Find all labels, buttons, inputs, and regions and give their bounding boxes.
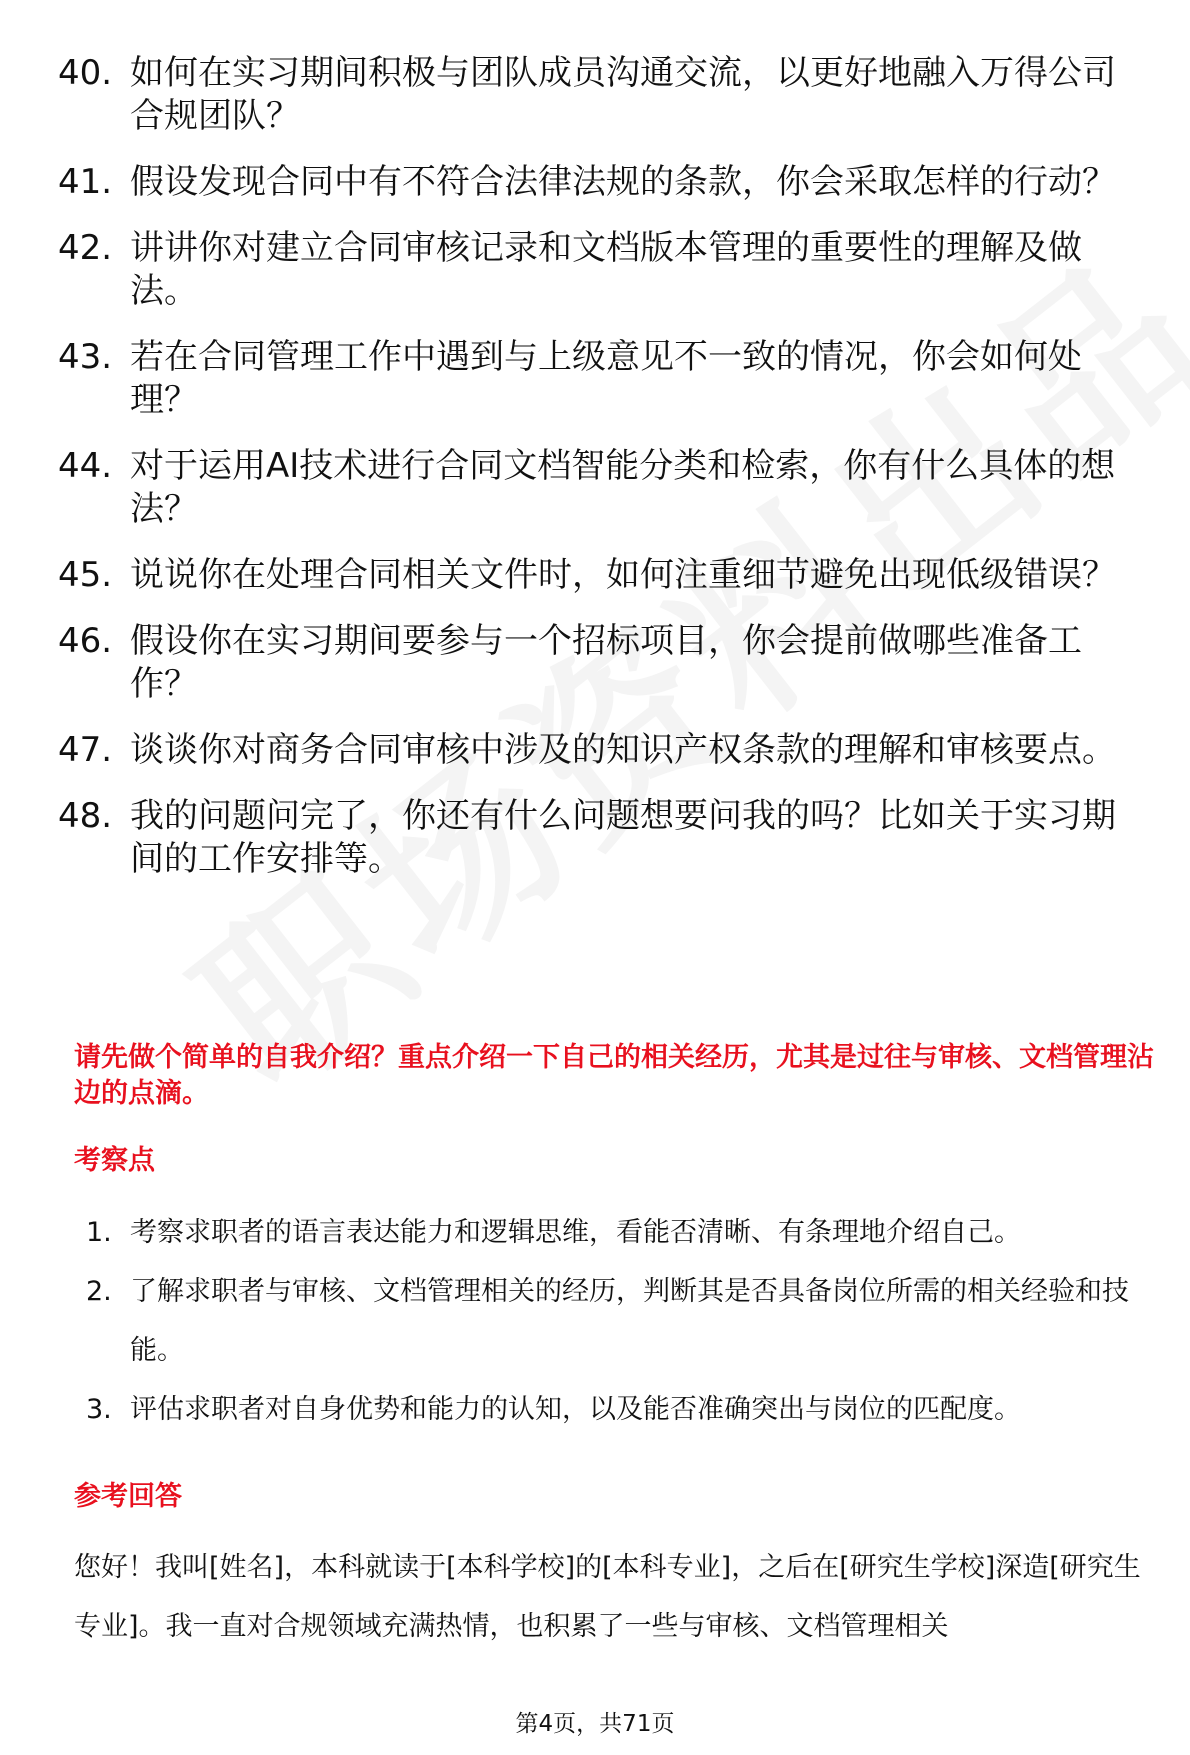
question-item [58,336,1148,422]
question-text: 谈谈你对商务合同审核中涉及的知识产权条款的理解和审核要点。 [130,730,1116,770]
assessment-point [86,1203,1166,1262]
point-number: 1. [86,1217,112,1248]
assessment-point [86,1380,1166,1439]
question-number: 43. [58,337,113,377]
assessment-heading: 考察点 [74,1145,155,1176]
question-number: 48. [58,796,113,836]
point-number: 3. [86,1394,112,1425]
highlight-question: 请先做个简单的自我介绍？重点介绍一下自己的相关经历，尤其是过往与审核、文档管理沾边的点滴。 [74,1042,1154,1109]
page-footer: 第4页，共71页 [515,1711,675,1737]
question-number: 40. [58,53,113,93]
question-item [58,554,1148,597]
question-text: 我的问题问完了，你还有什么问题想要问我的吗？比如关于实习期间的工作安排等。 [130,796,1116,879]
question-text: 对于运用AI技术进行合同文档智能分类和检索，你有什么具体的想法？ [130,446,1116,529]
question-number: 47. [58,730,113,770]
point-text: 评估求职者对自身优势和能力的认知，以及能否准确突出与岗位的匹配度。 [130,1394,1021,1425]
question-item [58,795,1148,881]
assessment-points [86,1203,1166,1439]
reference-answer-text: 您好！我叫[姓名]，本科就读于[本科学校]的[本科专业]，之后在[研究生学校]深造[研究生专业]。我一直对合规领域充满热情，也积累了一些与审核、文档管理相关 [74,1552,1141,1642]
question-text: 若在合同管理工作中遇到与上级意见不一致的情况，你会如何处理？ [130,337,1082,420]
question-text: 假设发现合同中有不符合法律法规的条款，你会采取怎样的行动？ [130,162,1116,202]
assessment-point [86,1262,1166,1380]
question-number: 41. [58,162,113,202]
question-text: 假设你在实习期间要参与一个招标项目，你会提前做哪些准备工作？ [130,621,1082,704]
question-item [58,445,1148,531]
question-item [58,620,1148,706]
question-text: 如何在实习期间积极与团队成员沟通交流，以更好地融入万得公司合规团队？ [130,53,1116,136]
question-item [58,161,1148,204]
point-number: 2. [86,1276,112,1307]
question-number: 46. [58,621,113,661]
question-item [58,52,1148,138]
question-number: 45. [58,555,113,595]
question-text: 说说你在处理合同相关文件时，如何注重细节避免出现低级错误？ [130,555,1116,595]
question-number: 42. [58,228,113,268]
point-text: 考察求职者的语言表达能力和逻辑思维，看能否清晰、有条理地介绍自己。 [130,1217,1021,1248]
question-number: 44. [58,446,113,486]
point-text: 了解求职者与审核、文档管理相关的经历，判断其是否具备岗位所需的相关经验和技能。 [130,1276,1129,1366]
question-item [58,729,1148,772]
question-list [58,52,1148,904]
question-text: 讲讲你对建立合同审核记录和文档版本管理的重要性的理解及做法。 [130,228,1082,311]
question-item [58,227,1148,313]
reference-answer-heading: 参考回答 [74,1481,182,1512]
